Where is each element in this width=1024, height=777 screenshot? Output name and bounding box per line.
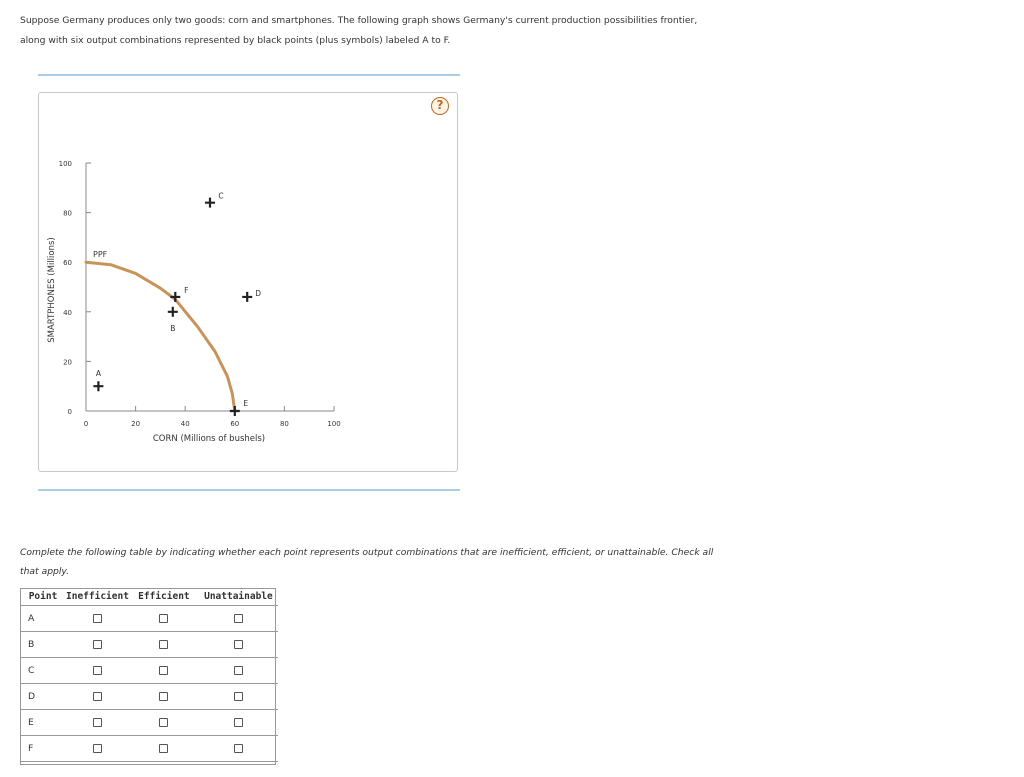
point-b xyxy=(168,307,178,333)
ppf-label: PPF xyxy=(93,250,108,260)
table-row-d xyxy=(20,684,278,710)
table-row-a xyxy=(20,606,278,632)
x-tick-label: 60 xyxy=(230,420,240,428)
point-d-label: D xyxy=(255,288,262,298)
y-tick-label: 40 xyxy=(63,308,72,317)
x-tick-label: 80 xyxy=(279,420,289,428)
point-f-label: F xyxy=(184,285,189,295)
checkbox-b-efficient[interactable] xyxy=(159,640,168,649)
point-a xyxy=(93,369,103,391)
table-row-f xyxy=(20,736,278,762)
chart-axes xyxy=(47,160,341,444)
instructions-line-2: that apply. xyxy=(20,566,70,577)
x-tick-label: 0 xyxy=(83,420,89,428)
point-label-f: F xyxy=(20,736,66,762)
table-row-c xyxy=(20,658,278,684)
header-point: Point xyxy=(20,588,66,606)
checkbox-d-inefficient[interactable] xyxy=(93,692,102,701)
x-tick-label: 100 xyxy=(327,420,341,428)
point-c-marker xyxy=(205,198,215,208)
point-label-c: C xyxy=(20,658,66,684)
point-label-b: B xyxy=(20,632,66,658)
y-tick-label: 100 xyxy=(58,160,72,168)
ppf-curve-group xyxy=(86,250,235,411)
table-header-row xyxy=(20,588,278,606)
y-tick-label: 0 xyxy=(67,408,72,416)
help-icon[interactable]: ? xyxy=(431,97,449,115)
checkbox-d-unattainable[interactable] xyxy=(234,692,243,701)
bottom-divider xyxy=(38,489,460,491)
header-efficient: Efficient xyxy=(129,588,199,606)
point-label-d: D xyxy=(20,684,66,710)
point-c xyxy=(205,192,224,208)
x-axis-title: CORN (Millions of bushels) xyxy=(152,434,266,444)
point-e-marker xyxy=(230,406,240,416)
checkbox-a-unattainable[interactable] xyxy=(234,614,243,623)
point-e-label: E xyxy=(243,399,249,408)
y-tick-label: 60 xyxy=(63,259,72,268)
point-f-marker xyxy=(170,292,180,302)
y-tick-label: 80 xyxy=(63,209,72,218)
point-label-e: E xyxy=(20,710,66,736)
instructions-line-1: Complete the following table by indicating whether each point represents output combinations that are inefficient, efficient, or unattainable. Check all xyxy=(20,547,714,558)
checkbox-e-efficient[interactable] xyxy=(159,718,168,727)
point-d xyxy=(242,289,261,302)
checkbox-c-efficient[interactable] xyxy=(159,666,168,675)
checkbox-b-unattainable[interactable] xyxy=(234,640,243,649)
header-inefficient: Inefficient xyxy=(66,588,129,606)
header-unattainable: Unattainable xyxy=(199,588,278,606)
answer-table xyxy=(20,588,278,762)
checkbox-f-efficient[interactable] xyxy=(159,744,168,753)
point-b-marker xyxy=(168,307,178,317)
y-axis-title: SMARTPHONES (Millions) xyxy=(47,237,57,343)
checkbox-c-unattainable[interactable] xyxy=(234,666,243,675)
point-label-a: A xyxy=(20,606,66,632)
intro-line-2: along with six output combinations represented by black points (plus symbols) labeled A to F. xyxy=(20,35,451,46)
checkbox-e-unattainable[interactable] xyxy=(234,718,243,727)
checkbox-c-inefficient[interactable] xyxy=(93,666,102,675)
point-a-marker xyxy=(93,381,103,391)
point-c-label: C xyxy=(218,191,224,201)
x-tick-label: 20 xyxy=(131,420,141,428)
checkbox-d-efficient[interactable] xyxy=(159,692,168,701)
checkbox-b-inefficient[interactable] xyxy=(93,640,102,649)
intro-line-1: Suppose Germany produces only two goods: corn and smartphones. The following graph shows Germany's current production possibilities frontier, xyxy=(20,15,698,26)
checkbox-f-inefficient[interactable] xyxy=(93,744,102,753)
x-tick-label: 40 xyxy=(180,420,190,428)
point-d-marker xyxy=(242,292,252,302)
checkbox-a-inefficient[interactable] xyxy=(93,614,102,623)
checkbox-f-unattainable[interactable] xyxy=(234,744,243,753)
checkbox-a-efficient[interactable] xyxy=(159,614,168,623)
table-instructions xyxy=(20,543,740,581)
y-tick-label: 20 xyxy=(63,358,72,367)
checkbox-e-inefficient[interactable] xyxy=(93,718,102,727)
table-row-e xyxy=(20,710,278,736)
table-row-b xyxy=(20,632,278,658)
point-a-label: A xyxy=(95,369,101,379)
point-b-label: B xyxy=(170,323,176,333)
ppf-curve xyxy=(86,262,235,411)
